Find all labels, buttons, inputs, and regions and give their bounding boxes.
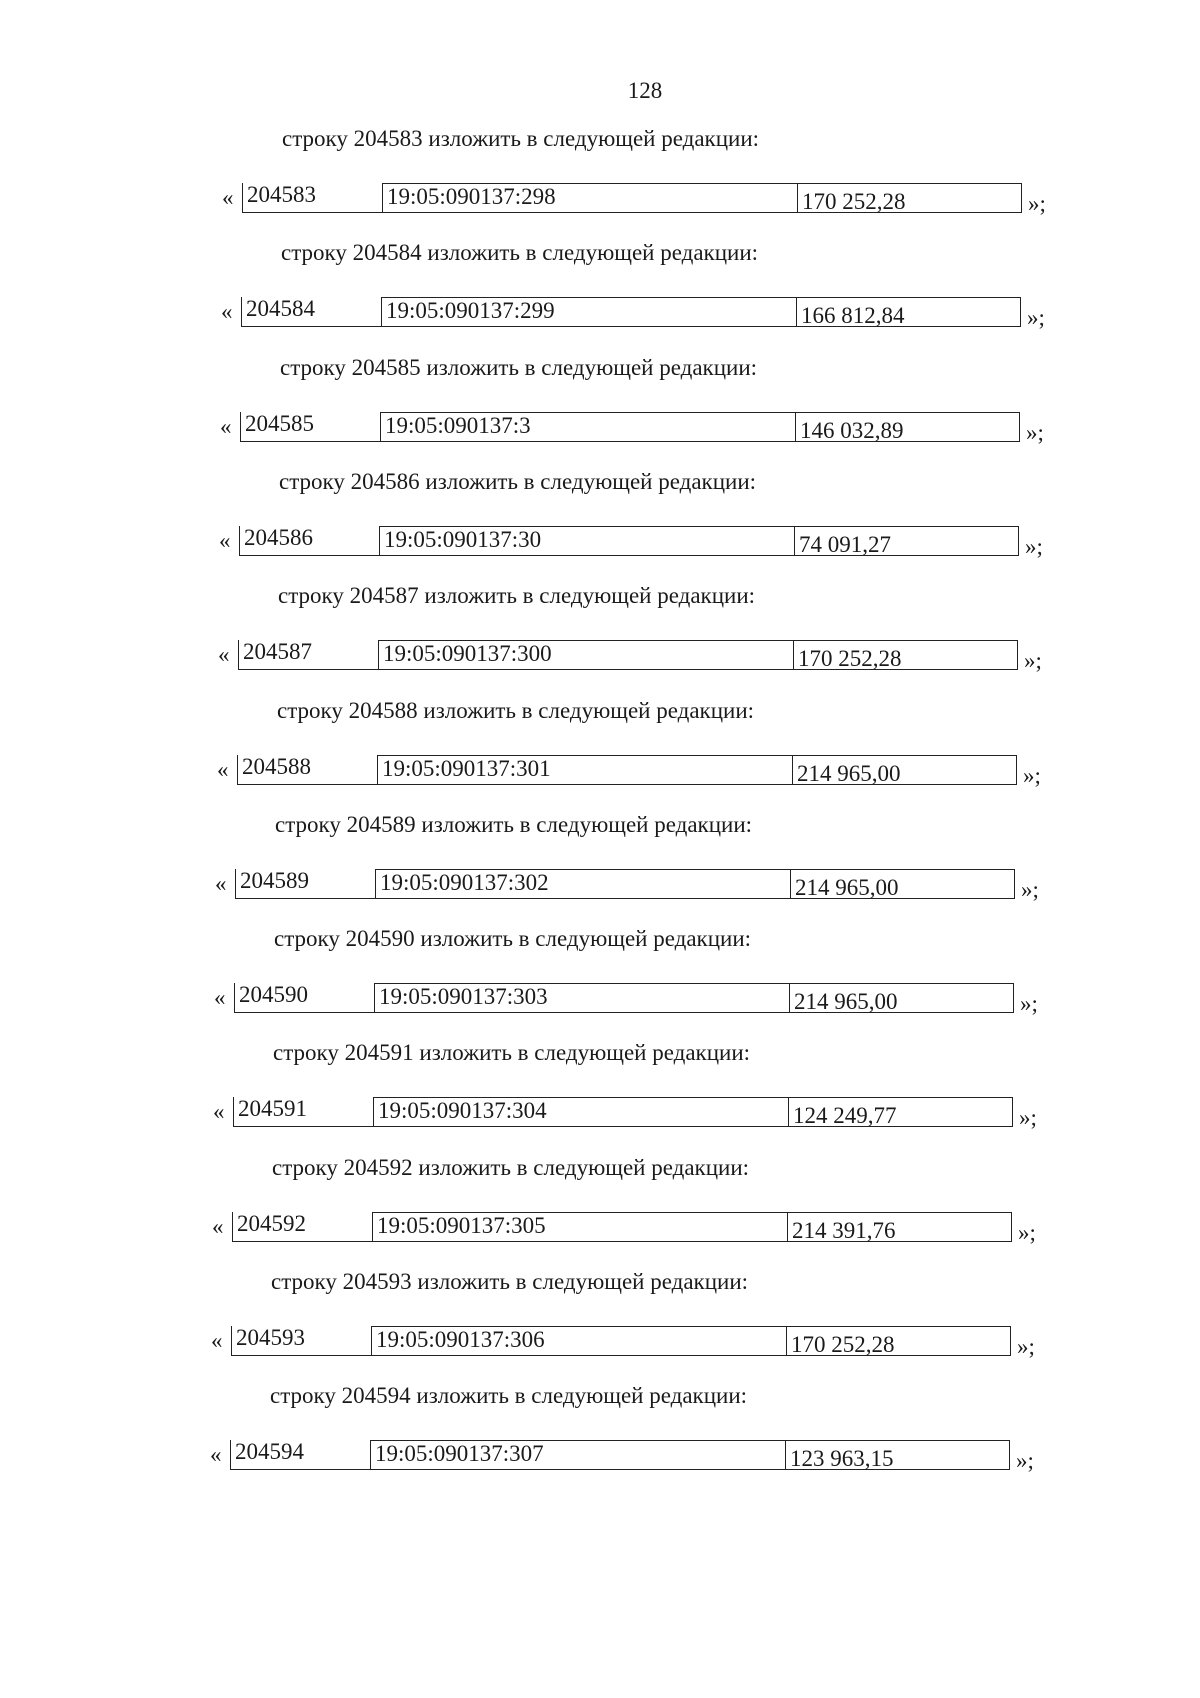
row-cells: [239, 526, 1019, 556]
table-row: [221, 296, 1045, 333]
value-cell: 214 965,00: [789, 983, 1014, 1013]
amendment-title: строку 204591 изложить в следующей редакции:: [273, 1040, 751, 1065]
closing-quote: »;: [1027, 305, 1045, 330]
opening-quote: «: [214, 985, 226, 1010]
amendment-title: строку 204583 изложить в следующей редакции:: [282, 126, 760, 151]
page-number: 128: [627, 78, 663, 103]
amendment-entry: [0, 469, 1200, 589]
row-cells: [237, 755, 1017, 785]
amendment-entry: [0, 126, 1200, 246]
cadastral-number-cell: 19:05:090137:299: [381, 297, 796, 327]
amendment-entry: [0, 583, 1200, 703]
table-row: [214, 982, 1038, 1019]
amendment-entry: [0, 1040, 1200, 1160]
row-number-cell: 204593: [231, 1326, 371, 1356]
value-cell: 74 091,27: [794, 526, 1019, 556]
row-cells: [232, 1212, 1012, 1242]
amendment-entry: [0, 1155, 1200, 1275]
row-cells: [238, 640, 1018, 670]
row-cells: [230, 1440, 1010, 1470]
closing-quote: »;: [1019, 1105, 1037, 1130]
row-number-cell: 204591: [233, 1097, 373, 1127]
table-row: [220, 411, 1044, 448]
closing-quote: »;: [1026, 420, 1044, 445]
row-number-cell: 204590: [234, 983, 374, 1013]
amendment-title: строку 204585 изложить в следующей редакции:: [280, 355, 758, 380]
row-cells: [242, 183, 1022, 213]
amendment-title: строку 204590 изложить в следующей редакции:: [274, 926, 752, 951]
opening-quote: «: [213, 1099, 225, 1124]
table-row: [222, 182, 1046, 219]
opening-quote: «: [220, 414, 232, 439]
cadastral-number-cell: 19:05:090137:306: [371, 1326, 786, 1356]
cadastral-number-cell: 19:05:090137:30: [379, 526, 794, 556]
table-row: [213, 1096, 1037, 1133]
closing-quote: »;: [1017, 1334, 1035, 1359]
amendment-entry: [0, 812, 1200, 932]
table-row: [210, 1439, 1034, 1476]
amendment-entry: [0, 698, 1200, 818]
opening-quote: «: [212, 1214, 224, 1239]
value-cell: 166 812,84: [796, 297, 1021, 327]
closing-quote: »;: [1016, 1448, 1034, 1473]
amendment-title: строку 204589 изложить в следующей редакции:: [275, 812, 753, 837]
amendment-entry: [0, 240, 1200, 360]
closing-quote: »;: [1025, 534, 1043, 559]
closing-quote: »;: [1028, 191, 1046, 216]
amendment-entry: [0, 926, 1200, 1046]
cadastral-number-cell: 19:05:090137:3: [380, 412, 795, 442]
row-number-cell: 204589: [235, 869, 375, 899]
row-number-cell: 204592: [232, 1212, 372, 1242]
cadastral-number-cell: 19:05:090137:305: [372, 1212, 787, 1242]
amendment-title: строку 204587 изложить в следующей редакции:: [278, 583, 756, 608]
opening-quote: «: [221, 299, 233, 324]
value-cell: 214 965,00: [790, 869, 1015, 899]
opening-quote: «: [215, 871, 227, 896]
cadastral-number-cell: 19:05:090137:303: [374, 983, 789, 1013]
row-cells: [235, 869, 1015, 899]
row-cells: [233, 1097, 1013, 1127]
value-cell: 170 252,28: [786, 1326, 1011, 1356]
row-cells: [234, 983, 1014, 1013]
amendment-title: строку 204584 изложить в следующей редакции:: [281, 240, 759, 265]
opening-quote: «: [211, 1328, 223, 1353]
row-cells: [240, 412, 1020, 442]
closing-quote: »;: [1018, 1220, 1036, 1245]
value-cell: 124 249,77: [788, 1097, 1013, 1127]
amendment-title: строку 204593 изложить в следующей редакции:: [271, 1269, 749, 1294]
opening-quote: «: [218, 642, 230, 667]
table-row: [215, 868, 1039, 905]
cadastral-number-cell: 19:05:090137:300: [378, 640, 793, 670]
row-number-cell: 204586: [239, 526, 379, 556]
value-cell: 214 391,76: [787, 1212, 1012, 1242]
cadastral-number-cell: 19:05:090137:307: [370, 1440, 785, 1470]
amendment-entry: [0, 355, 1200, 475]
value-cell: 170 252,28: [793, 640, 1018, 670]
cadastral-number-cell: 19:05:090137:301: [377, 755, 792, 785]
value-cell: 146 032,89: [795, 412, 1020, 442]
closing-quote: »;: [1024, 648, 1042, 673]
table-row: [218, 639, 1042, 676]
cadastral-number-cell: 19:05:090137:298: [382, 183, 797, 213]
cadastral-number-cell: 19:05:090137:304: [373, 1097, 788, 1127]
table-row: [217, 754, 1041, 791]
amendment-title: строку 204586 изложить в следующей редакции:: [279, 469, 757, 494]
closing-quote: »;: [1020, 991, 1038, 1016]
value-cell: 123 963,15: [785, 1440, 1010, 1470]
opening-quote: «: [222, 185, 234, 210]
table-row: [211, 1325, 1035, 1362]
opening-quote: «: [210, 1442, 222, 1467]
amendment-title: строку 204588 изложить в следующей редакции:: [277, 698, 755, 723]
opening-quote: «: [217, 757, 229, 782]
cadastral-number-cell: 19:05:090137:302: [375, 869, 790, 899]
row-cells: [241, 297, 1021, 327]
closing-quote: »;: [1021, 877, 1039, 902]
row-number-cell: 204583: [242, 183, 382, 213]
table-row: [219, 525, 1043, 562]
value-cell: 214 965,00: [792, 755, 1017, 785]
row-number-cell: 204584: [241, 297, 381, 327]
opening-quote: «: [219, 528, 231, 553]
row-number-cell: 204594: [230, 1440, 370, 1470]
row-number-cell: 204588: [237, 755, 377, 785]
amendment-title: строку 204592 изложить в следующей редакции:: [272, 1155, 750, 1180]
value-cell: 170 252,28: [797, 183, 1022, 213]
amendment-entry: [0, 1383, 1200, 1503]
row-cells: [231, 1326, 1011, 1356]
amendment-entry: [0, 1269, 1200, 1389]
closing-quote: »;: [1023, 763, 1041, 788]
amendment-title: строку 204594 изложить в следующей редакции:: [270, 1383, 748, 1408]
row-number-cell: 204587: [238, 640, 378, 670]
row-number-cell: 204585: [240, 412, 380, 442]
table-row: [212, 1211, 1036, 1248]
